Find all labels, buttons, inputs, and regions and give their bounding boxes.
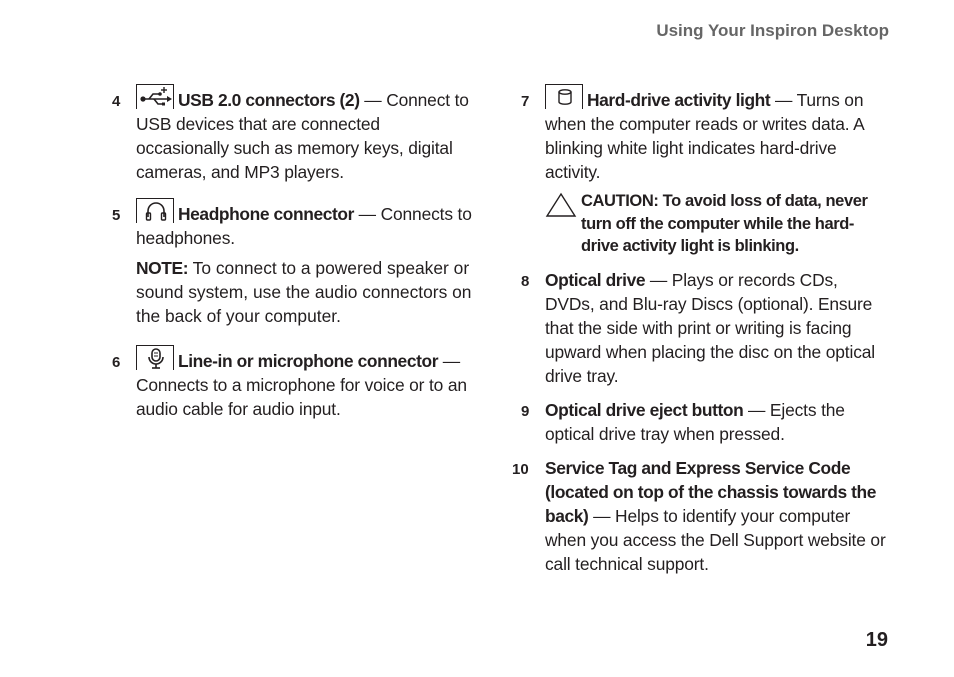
item-title: Line-in or microphone connector: [178, 351, 439, 371]
note-label: NOTE:: [136, 258, 189, 278]
item-text: — Plays or records CDs, DVDs, and Blu-ray Discs (optional). Ensure that the side with print or writing is facing upward when placing the disc on the optical drive tray.: [545, 269, 875, 386]
item-body: [545, 456, 887, 576]
item-body: [136, 88, 477, 184]
item-title: Headphone connector: [178, 204, 354, 224]
note: [136, 256, 477, 328]
hard-drive-icon: [545, 84, 583, 109]
item-text: — Connects to a microphone for voice or to an audio cable for audio input.: [136, 351, 467, 419]
item-optical-drive: [512, 268, 887, 388]
page-number: 19: [865, 629, 888, 651]
item-title: Optical drive: [545, 269, 646, 290]
caution-notice: [545, 190, 887, 258]
item-body: [545, 268, 887, 388]
page-header: Using Your Inspiron Desktop: [656, 21, 889, 40]
item-number: 6: [112, 354, 121, 371]
item-body: [136, 349, 477, 421]
item-text: — Turns on when the computer reads or writes data. A blinking white light indicates hard-drive activity.: [545, 90, 864, 182]
caution-text: CAUTION: To avoid loss of data, never turn off the computer while the hard-drive activity light is blinking.: [581, 192, 868, 255]
caution-icon: [545, 190, 581, 258]
item-title: Service Tag and Express Service Code (located on top of the chassis towards the back): [545, 457, 877, 526]
headphone-icon: [136, 198, 174, 223]
item-title: USB 2.0 connectors (2): [178, 90, 360, 110]
item-title: Optical drive eject button: [545, 399, 744, 420]
item-number: 8: [521, 272, 530, 290]
item-number: 7: [521, 93, 530, 110]
item-body: [545, 88, 887, 184]
item-title: Hard-drive activity light: [587, 90, 771, 110]
item-body: [545, 398, 887, 446]
item-service-tag: [512, 456, 887, 576]
item-body: [136, 202, 477, 250]
item-hard-drive-light: [512, 88, 887, 184]
item-number: 4: [112, 93, 121, 110]
item-text: — Ejects the optical drive tray when pressed.: [545, 399, 845, 444]
right-column: [512, 88, 887, 594]
left-column: [112, 88, 477, 439]
item-number: 9: [521, 402, 530, 420]
item-number: 5: [112, 207, 121, 224]
item-text: — Connects to headphones.: [136, 204, 472, 248]
usb-icon: [136, 84, 174, 109]
microphone-icon: [136, 345, 174, 370]
item-line-in-connector: [112, 349, 477, 421]
item-text: — Helps to identify your computer when you access the Dell Support website or call technical support.: [545, 505, 886, 574]
item-optical-eject-button: [512, 398, 887, 446]
item-usb-connectors: [112, 88, 477, 184]
note-text: To connect to a powered speaker or sound system, use the audio connectors on the back of your computer.: [136, 258, 472, 326]
item-headphone-connector: [112, 202, 477, 250]
item-number: 10: [512, 460, 529, 478]
item-text: — Connect to USB devices that are connected occasionally such as memory keys, digital cameras, and MP3 players.: [136, 90, 469, 182]
